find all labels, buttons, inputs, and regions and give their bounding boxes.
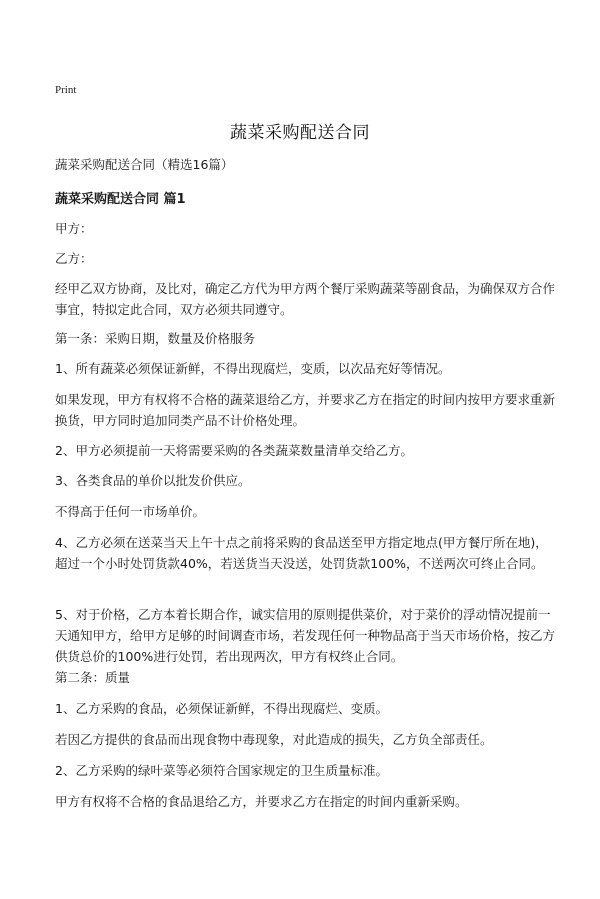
clause-paragraph: 2、甲方必须提前一天将需要采购的各类蔬菜数量清单交给乙方。 [55, 443, 413, 458]
document-title: 蔬菜采购配送合同 [230, 123, 370, 143]
clause-paragraph: 如果发现，甲方有权将不合格的蔬菜退给乙方，并要求乙方在指定的时间内按甲方要求重新换货，甲方同时追加同类产品不计价格处理。 [55, 392, 556, 428]
clause-paragraph: 5、对于价格，乙方本着长期合作，诚实信用的原则提供菜价，对于菜价的浮动情况提前一天通知甲方，给甲方足够的时间调查市场，若发现任何一种物品高于当天市场价格，按乙方供货总价的100%进行处罚，若出现两次，甲方有权终止合同。 [55, 607, 556, 664]
party-a-line: 甲方： [55, 221, 93, 236]
clause-paragraph: 3、各类食品的单价以批发价供应。 [55, 473, 251, 488]
document-subtitle: 蔬菜采购配送合同（精选16篇） [55, 157, 234, 172]
print-label: Print [55, 84, 77, 96]
article-one-heading: 第一条：采购日期，数量及价格服务 [55, 331, 256, 346]
article-two-heading: 第二条：质量 [55, 670, 131, 685]
clause-paragraph: 1、所有蔬菜必须保证新鲜，不得出现腐烂，变质，以次品充好等情况。 [55, 361, 451, 376]
section-heading: 蔬菜采购配送合同 篇1 [55, 192, 186, 207]
preamble-paragraph: 经甲乙双方协商，及比对，确定乙方代为甲方两个餐厅采购蔬菜等副食品，为确保双方合作事宜，特拟定此合同，双方必须共同遵守。 [55, 281, 556, 317]
clause-paragraph: 若因乙方提供的食品而出现食物中毒现象，对此造成的损失，乙方负全部责任。 [55, 732, 493, 747]
clause-paragraph: 4、乙方必须在送菜当天上午十点之前将采购的食品送至甲方指定地点(甲方餐厅所在地)，超过一个小时处罚货款40%，若送货当天没送，处罚货款100%，不送两次可终止合同。 [55, 535, 548, 571]
clause-paragraph: 甲方有权将不合格的食品退给乙方，并要求乙方在指定的时间内重新采购。 [55, 794, 468, 809]
clause-paragraph: 2、乙方采购的绿叶菜等必须符合国家规定的卫生质量标准。 [55, 763, 388, 778]
party-b-line: 乙方： [55, 251, 93, 266]
clause-paragraph: 不得高于任何一市场单价。 [55, 504, 206, 519]
clause-paragraph: 1、乙方采购的食品，必须保证新鲜，不得出现腐烂、变质。 [55, 701, 388, 716]
